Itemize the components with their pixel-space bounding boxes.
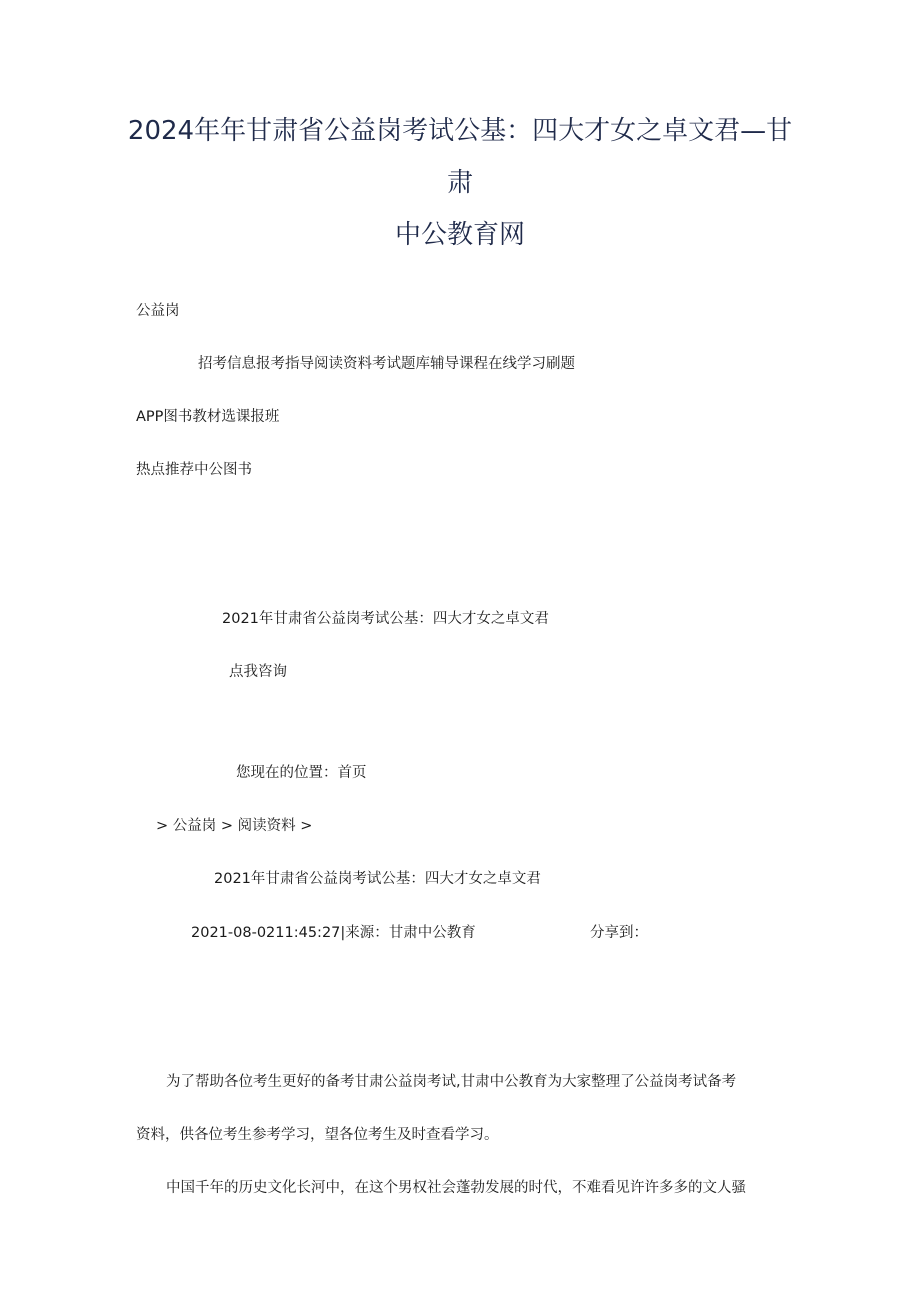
breadcrumb-path[interactable]: > 公益岗 > 阅读资料 > bbox=[156, 818, 313, 834]
article-title: 2021年甘肃省公益岗考试公基：四大才女之卓文君 bbox=[214, 871, 541, 887]
nav-menu-links-2[interactable]: APP图书教材选课报班 bbox=[136, 409, 280, 425]
article-paragraph-1-line-1: 为了帮助各位考生更好的备考甘肃公益岗考试,甘肃中公教育为大家整理了公益岗考试备考 bbox=[166, 1074, 737, 1090]
consult-button[interactable]: 点我咨询 bbox=[229, 664, 287, 680]
breadcrumb-prefix[interactable]: 您现在的位置：首页 bbox=[236, 765, 367, 781]
article-meta: 2021-08-0211:45:27|来源：甘肃中公教育 bbox=[191, 925, 476, 941]
banner-headline: 2021年甘肃省公益岗考试公基：四大才女之卓文君 bbox=[222, 611, 549, 627]
page-title-site-name: 中公教育网 bbox=[394, 220, 525, 250]
nav-menu-links[interactable]: 招考信息报考指导阅读资料考试题库辅导课程在线学习刷题 bbox=[198, 356, 575, 372]
article-paragraph-1-line-2: 资料，供各位考生参考学习，望各位考生及时查看学习。 bbox=[136, 1127, 499, 1143]
nav-section-link[interactable]: 公益岗 bbox=[136, 303, 180, 319]
page-title-line-2: 肃 bbox=[446, 168, 473, 198]
page-title-line-1: 2024年年甘肃省公益岗考试公基：四大才女之卓文君—甘 bbox=[127, 116, 793, 146]
article-paragraph-2-line-1: 中国千年的历史文化长河中，在这个男权社会蓬勃发展的时代，不难看见许许多多的文人骚 bbox=[166, 1180, 746, 1196]
share-label[interactable]: 分享到： bbox=[590, 925, 648, 941]
hot-recommend-links[interactable]: 热点推荐中公图书 bbox=[136, 462, 252, 478]
